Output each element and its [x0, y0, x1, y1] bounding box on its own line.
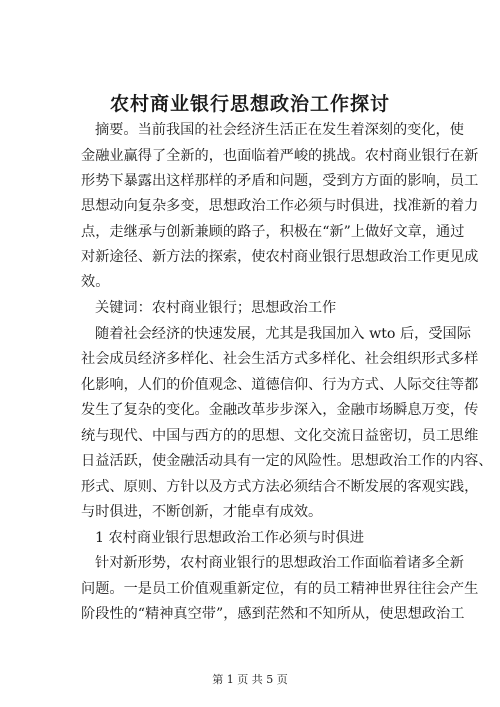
body-line-3: 化影响，人们的价值观念、道德信仰、行为方式、人际交往等都 — [81, 377, 479, 393]
page-footer: 第 1 页 共 5 页 — [212, 673, 288, 686]
abstract-line-3: 形势下暴露出这样那样的矛盾和问题，受到方方面的影响，员工 — [81, 173, 479, 189]
section-heading: 1 农村商业银行思想政治工作必须与时俱进 — [95, 530, 364, 546]
section-line-2: 问题。一是员工价值观重新定位，有的员工精神世界往往会产生 — [81, 581, 479, 597]
abstract-line-2: 金融业赢得了全新的，也面临着严峻的挑战。农村商业银行在新 — [81, 148, 479, 164]
body-line-8: 与时俱进，不断创新，才能卓有成效。 — [81, 504, 323, 520]
body-line-5: 统与现代、中国与西方的的思想、文化交流日益密切，员工思维 — [81, 428, 479, 444]
section-line-1: 针对新形势，农村商业银行的思想政治工作面临着诸多全新 — [95, 555, 464, 571]
abstract-line-7: 效。 — [81, 274, 110, 290]
abstract-line-6: 对新途径、新方法的探索，使农村商业银行思想政治工作更见成 — [81, 249, 479, 265]
abstract-line-5: 点，走继承与创新兼顾的路子，积极在“新”上做好文章，通过 — [81, 224, 465, 240]
body-line-2: 社会成员经济多样化、社会生活方式多样化、社会组织形式多样 — [81, 351, 479, 367]
abstract-line-1: 摘要。当前我国的社会经济生活正在发生着深刻的变化，使 — [95, 122, 464, 138]
document-title: 农村商业银行思想政治工作探讨 — [109, 93, 390, 115]
body-line-6: 日益活跃，使金融活动具有一定的风险性。思想政治工作的内容、 — [81, 453, 493, 469]
abstract-line-4: 思想动向复杂多变，思想政治工作必须与时俱进，找准新的着力 — [81, 198, 479, 214]
section-line-3: 阶段性的“精神真空带”，感到茫然和不知所从，使思想政治工 — [81, 606, 465, 622]
keywords-line: 关键词：农村商业银行；思想政治工作 — [95, 300, 337, 316]
body-line-1: 随着社会经济的快速发展，尤其是我国加入 wto 后，受国际 — [95, 326, 471, 342]
body-line-4: 发生了复杂的变化。金融改革步步深入，金融市场瞬息万变，传 — [81, 402, 479, 418]
body-line-7: 形式、原则、方针以及方式方法必须结合不断发展的客观实践， — [81, 479, 479, 495]
